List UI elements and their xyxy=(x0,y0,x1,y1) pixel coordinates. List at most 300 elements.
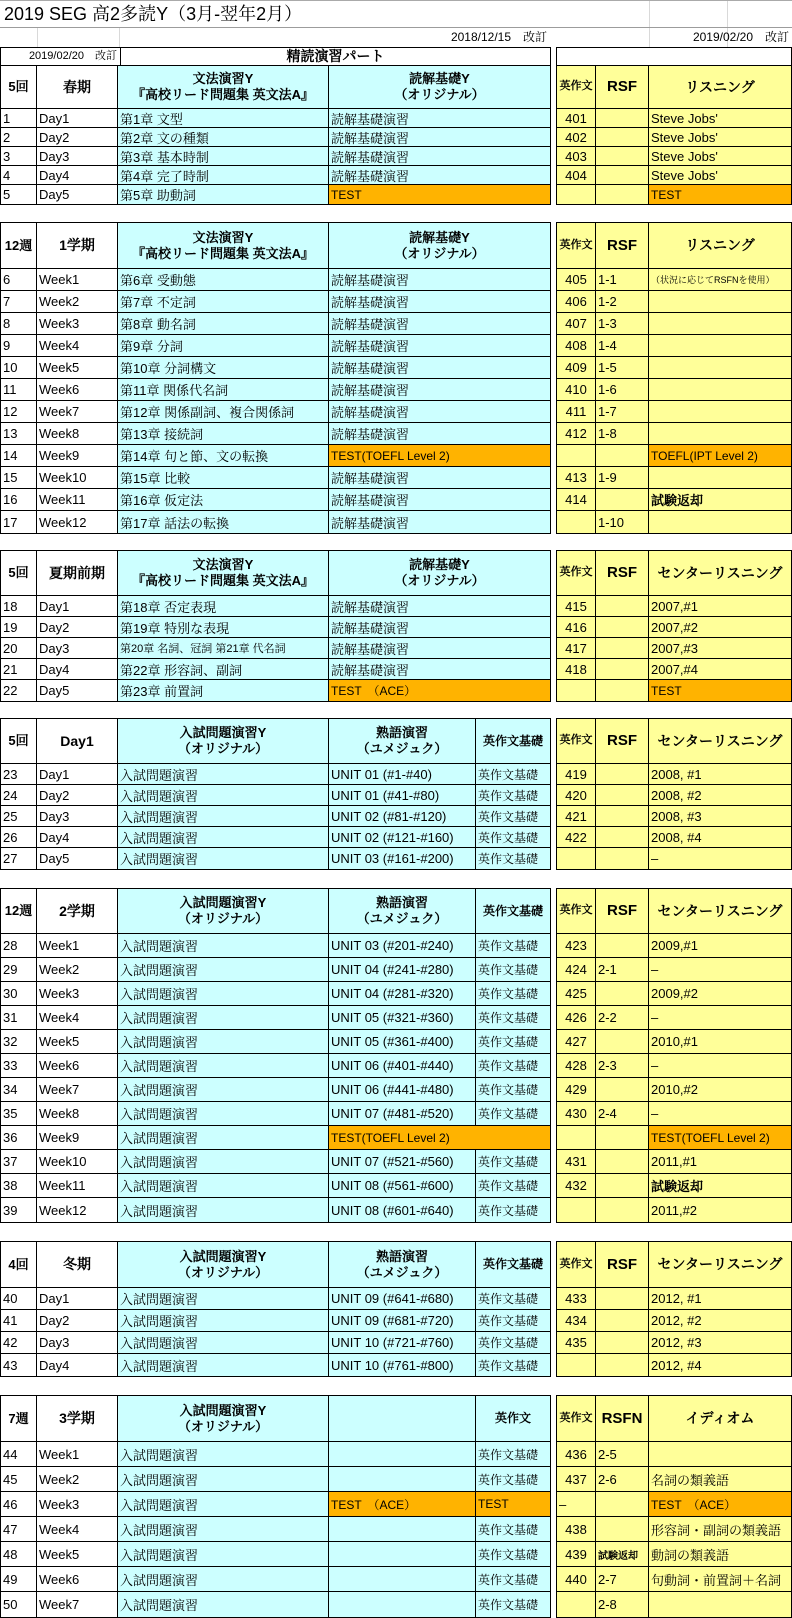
revision-row xyxy=(0,28,792,47)
period-cell: Week3 xyxy=(37,1492,118,1517)
rsf-cell: 2-4 xyxy=(596,1102,649,1126)
extras-section-table xyxy=(556,888,792,1223)
reading-exercise-cell: UNIT 05 (#321-#360) xyxy=(329,1006,476,1030)
rsf-cell xyxy=(596,489,649,511)
grammar-exercise-cell: 入試問題演習 xyxy=(118,1332,329,1354)
period-cell: Week7 xyxy=(37,1592,118,1617)
schedule-block xyxy=(0,222,792,534)
composition-column-header: 英作文 xyxy=(557,1242,596,1288)
grammar-exercise-cell: 第14章 句と節、文の転換 xyxy=(118,445,329,467)
section-header: 精読演習パート xyxy=(121,47,551,65)
composition-number-cell xyxy=(557,445,596,467)
table-row xyxy=(557,1030,791,1054)
period-cell: Week6 xyxy=(37,1567,118,1592)
composition-number-cell: 415 xyxy=(557,596,596,617)
composition-number-cell: 438 xyxy=(557,1517,596,1542)
table-row xyxy=(1,1567,550,1592)
grammar-exercise-cell: 入試問題演習 xyxy=(118,1542,329,1567)
table-row xyxy=(1,1396,550,1442)
rsf-cell xyxy=(596,1332,649,1354)
table-row xyxy=(557,128,791,147)
row-number-cell: 38 xyxy=(1,1174,37,1198)
grammar-column-header xyxy=(118,223,329,269)
listening-cell: – xyxy=(649,1054,791,1078)
header-line: 入試問題演習Y xyxy=(179,895,267,911)
header-line: （オリジナル） xyxy=(177,741,269,756)
period-cell: Week3 xyxy=(37,982,118,1006)
table-row xyxy=(557,889,791,934)
row-number-cell: 32 xyxy=(1,1030,37,1054)
page-title: 2019 SEG 高2多読Y（3月-翌年2月） xyxy=(4,4,303,24)
period-cell: Week4 xyxy=(37,1517,118,1542)
grammar-column-header xyxy=(118,1396,329,1442)
grammar-column-header xyxy=(118,1242,329,1288)
header-line: 入試問題演習Y xyxy=(179,1248,267,1264)
table-row xyxy=(1,1030,550,1054)
grammar-exercise-cell: 入試問題演習 xyxy=(118,1354,329,1376)
composition-number-cell: 406 xyxy=(557,291,596,313)
reading-exercise-cell: TEST(TOEFL Level 2) xyxy=(329,445,550,467)
table-row xyxy=(557,659,791,680)
listening-cell: TOEFL(IPT Level 2) xyxy=(649,445,791,467)
grammar-exercise-cell: 第2章 文の種類 xyxy=(118,128,329,147)
row-number-cell: 45 xyxy=(1,1467,37,1492)
row-number-cell: 48 xyxy=(1,1542,37,1567)
composition-basic-cell: 英作文基礎 xyxy=(476,934,550,958)
rsf-cell xyxy=(596,445,649,467)
row-number-cell: 7 xyxy=(1,291,37,313)
composition-basic-cell: 英作文基礎 xyxy=(476,827,550,848)
row-number-cell: 33 xyxy=(1,1054,37,1078)
period-cell: Day3 xyxy=(37,806,118,827)
reading-exercise-cell: UNIT 10 (#761-#800) xyxy=(329,1354,476,1376)
rsf-cell xyxy=(596,185,649,204)
period-cell: Day1 xyxy=(37,109,118,128)
rsf-cell xyxy=(596,596,649,617)
grammar-exercise-cell: 入試問題演習 xyxy=(118,1288,329,1310)
row-number-cell: 4 xyxy=(1,166,37,185)
reading-column-header xyxy=(329,1396,476,1442)
rsf-cell xyxy=(596,806,649,827)
table-row xyxy=(557,1174,791,1198)
period-cell: Day1 xyxy=(37,596,118,617)
row-number-cell: 13 xyxy=(1,423,37,445)
row-number-cell: 47 xyxy=(1,1517,37,1542)
table-row xyxy=(557,1442,791,1467)
listening-column-header: センターリスニング xyxy=(649,719,791,764)
composition-number-cell: 410 xyxy=(557,379,596,401)
row-number-cell: 34 xyxy=(1,1078,37,1102)
rsf-cell: 2-8 xyxy=(596,1592,649,1617)
reading-exercise-cell: 読解基礎演習 xyxy=(329,511,550,533)
listening-cell: 2011,#2 xyxy=(649,1198,791,1222)
table-row xyxy=(1,185,550,204)
listening-cell: Steve Jobs' xyxy=(649,147,791,166)
reading-exercise-cell: 読解基礎演習 xyxy=(329,166,550,185)
composition-basic-column-header: 英作文基礎 xyxy=(476,719,550,764)
rsf-cell xyxy=(596,1198,649,1222)
composition-number-cell: 425 xyxy=(557,982,596,1006)
header-line: 入試問題演習Y xyxy=(179,725,267,741)
listening-cell: – xyxy=(649,1102,791,1126)
reading-exercise-cell: UNIT 04 (#241-#280) xyxy=(329,958,476,982)
period-cell: Week11 xyxy=(37,1174,118,1198)
listening-column-header: リスニング xyxy=(649,66,791,109)
grammar-exercise-cell: 入試問題演習 xyxy=(118,1174,329,1198)
listening-cell: 2008, #1 xyxy=(649,764,791,785)
composition-basic-cell: 英作文基礎 xyxy=(476,806,550,827)
precision-section-table xyxy=(0,65,551,205)
listening-cell: 2007,#2 xyxy=(649,617,791,638)
listening-cell: 2008, #4 xyxy=(649,827,791,848)
listening-cell: – xyxy=(649,1006,791,1030)
revision-note-left: 2019/02/20 改訂 xyxy=(0,47,121,65)
table-row xyxy=(1,934,550,958)
period-cell: Week3 xyxy=(37,313,118,335)
rsf-cell xyxy=(596,1126,649,1150)
grammar-exercise-cell: 入試問題演習 xyxy=(118,1517,329,1542)
table-row xyxy=(1,166,550,185)
blocks-container xyxy=(0,65,792,1618)
composition-basic-cell: 英作文基礎 xyxy=(476,1567,550,1592)
grammar-column-header xyxy=(118,66,329,109)
revision-note-mid: 2018/12/15 改訂 xyxy=(450,30,547,44)
table-row xyxy=(1,889,550,934)
reading-exercise-cell: UNIT 01 (#41-#80) xyxy=(329,785,476,806)
grammar-exercise-cell: 第19章 特別な表現 xyxy=(118,617,329,638)
composition-number-cell: 416 xyxy=(557,617,596,638)
rsf-cell xyxy=(596,1354,649,1376)
table-row xyxy=(1,489,550,511)
row-number-cell: 6 xyxy=(1,269,37,291)
period-cell: Day1 xyxy=(37,764,118,785)
period-cell: Week4 xyxy=(37,1006,118,1030)
grammar-exercise-cell: 第8章 動名詞 xyxy=(118,313,329,335)
period-cell: Week9 xyxy=(37,445,118,467)
row-number-cell: 26 xyxy=(1,827,37,848)
listening-cell: 2007,#1 xyxy=(649,596,791,617)
grammar-exercise-cell: 第9章 分詞 xyxy=(118,335,329,357)
table-row xyxy=(1,423,550,445)
composition-number-cell: 404 xyxy=(557,166,596,185)
period-cell: Day5 xyxy=(37,848,118,869)
rsf-cell: 2-5 xyxy=(596,1442,649,1467)
row-number-cell: 50 xyxy=(1,1592,37,1617)
header-line: （オリジナル） xyxy=(394,87,485,102)
listening-cell: 試験返却 xyxy=(649,489,791,511)
period-cell: Week2 xyxy=(37,291,118,313)
listening-cell xyxy=(649,511,791,533)
header-line: 熟語演習 xyxy=(375,1248,428,1264)
row-number-cell: 44 xyxy=(1,1442,37,1467)
reading-exercise-cell: UNIT 05 (#361-#400) xyxy=(329,1030,476,1054)
period-cell: Week8 xyxy=(37,423,118,445)
reading-exercise-cell: UNIT 03 (#201-#240) xyxy=(329,934,476,958)
period-cell: Week12 xyxy=(37,511,118,533)
composition-basic-cell: 英作文基礎 xyxy=(476,958,550,982)
reading-exercise-cell xyxy=(329,1517,476,1542)
period-cell: Week6 xyxy=(37,1054,118,1078)
composition-number-cell xyxy=(557,1592,596,1617)
grammar-exercise-cell: 入試問題演習 xyxy=(118,785,329,806)
listening-cell: Steve Jobs' xyxy=(649,166,791,185)
listening-cell: TEST （ACE） xyxy=(649,1492,791,1517)
grammar-exercise-cell: 第17章 話法の転換 xyxy=(118,511,329,533)
header-line: （ユメジュク） xyxy=(356,911,448,926)
listening-cell xyxy=(649,1592,791,1617)
table-row xyxy=(1,1174,550,1198)
reading-exercise-cell xyxy=(329,1542,476,1567)
reading-exercise-cell: 読解基礎演習 xyxy=(329,659,550,680)
extras-section-table xyxy=(556,1395,792,1618)
table-row xyxy=(1,982,550,1006)
listening-cell: – xyxy=(649,848,791,869)
table-row xyxy=(1,638,550,659)
table-row xyxy=(557,827,791,848)
period-cell: Week5 xyxy=(37,1542,118,1567)
reading-exercise-cell: 読解基礎演習 xyxy=(329,467,550,489)
period-cell: Week2 xyxy=(37,958,118,982)
rsf-cell xyxy=(596,166,649,185)
listening-cell xyxy=(649,379,791,401)
listening-cell xyxy=(649,401,791,423)
table-row xyxy=(1,511,550,533)
table-row xyxy=(1,1288,550,1310)
grammar-exercise-cell: 第13章 接続詞 xyxy=(118,423,329,445)
row-number-cell: 2 xyxy=(1,128,37,147)
row-number-cell: 24 xyxy=(1,785,37,806)
rsf-cell: 2-6 xyxy=(596,1467,649,1492)
reading-exercise-cell: 読解基礎演習 xyxy=(329,109,550,128)
table-row xyxy=(1,467,550,489)
rsf-cell xyxy=(596,1174,649,1198)
precision-section-table xyxy=(0,550,551,702)
reading-exercise-cell: 読解基礎演習 xyxy=(329,147,550,166)
composition-number-cell: 427 xyxy=(557,1030,596,1054)
table-row xyxy=(1,617,550,638)
composition-basic-cell: 英作文基礎 xyxy=(476,1054,550,1078)
reading-exercise-cell: 読解基礎演習 xyxy=(329,357,550,379)
row-number-cell: 14 xyxy=(1,445,37,467)
period-cell: Week8 xyxy=(37,1102,118,1126)
period-cell: Week9 xyxy=(37,1126,118,1150)
listening-cell xyxy=(649,313,791,335)
rsf-cell: 1-5 xyxy=(596,357,649,379)
header-line: （オリジナル） xyxy=(177,911,269,926)
composition-basic-cell: TEST xyxy=(476,1492,550,1517)
listening-cell: 2009,#1 xyxy=(649,934,791,958)
composition-basic-cell: 英作文基礎 xyxy=(476,1592,550,1617)
composition-number-cell: 409 xyxy=(557,357,596,379)
row-number-cell: 37 xyxy=(1,1150,37,1174)
grammar-exercise-cell: 第15章 比較 xyxy=(118,467,329,489)
reading-exercise-cell xyxy=(329,1467,476,1492)
period-cell: Day4 xyxy=(37,827,118,848)
header-line: 『高校リード問題集 英文法A』 xyxy=(131,573,314,588)
row-number-cell: 43 xyxy=(1,1354,37,1376)
table-row xyxy=(1,806,550,827)
table-row xyxy=(557,1332,791,1354)
rsf-cell xyxy=(596,1517,649,1542)
grammar-exercise-cell: 入試問題演習 xyxy=(118,1126,329,1150)
table-row xyxy=(557,617,791,638)
grammar-exercise-cell: 入試問題演習 xyxy=(118,1310,329,1332)
period-cell: Week10 xyxy=(37,1150,118,1174)
row-number-cell: 21 xyxy=(1,659,37,680)
grammar-exercise-cell: 第1章 文型 xyxy=(118,109,329,128)
grammar-exercise-cell: 入試問題演習 xyxy=(118,764,329,785)
table-row xyxy=(557,596,791,617)
composition-number-cell: 403 xyxy=(557,147,596,166)
period-cell: Week7 xyxy=(37,1078,118,1102)
listening-cell: （状況に応じてRSFNを使用） xyxy=(649,269,791,291)
composition-number-cell: 440 xyxy=(557,1567,596,1592)
rsf-cell xyxy=(596,638,649,659)
reading-exercise-cell: UNIT 07 (#481-#520) xyxy=(329,1102,476,1126)
reading-exercise-cell: 読解基礎演習 xyxy=(329,335,550,357)
reading-exercise-cell xyxy=(329,1592,476,1617)
table-row xyxy=(557,680,791,701)
period-cell: Week7 xyxy=(37,401,118,423)
reading-exercise-cell: UNIT 02 (#121-#160) xyxy=(329,827,476,848)
listening-cell xyxy=(649,357,791,379)
grammar-exercise-cell: 第6章 受動態 xyxy=(118,269,329,291)
table-row xyxy=(1,1310,550,1332)
reading-exercise-cell: 読解基礎演習 xyxy=(329,617,550,638)
listening-cell: 2012, #4 xyxy=(649,1354,791,1376)
block-period-header: 2学期 xyxy=(37,889,118,934)
period-cell: Day3 xyxy=(37,638,118,659)
listening-cell: 句動詞・前置詞＋名詞 xyxy=(649,1567,791,1592)
composition-number-cell: 429 xyxy=(557,1078,596,1102)
grammar-exercise-cell: 第3章 基本時制 xyxy=(118,147,329,166)
reading-exercise-cell: 読解基礎演習 xyxy=(329,596,550,617)
grammar-exercise-cell: 第22章 形容詞、副詞 xyxy=(118,659,329,680)
rsf-cell: 1-7 xyxy=(596,401,649,423)
composition-basic-cell: 英作文基礎 xyxy=(476,1354,550,1376)
period-cell: Day4 xyxy=(37,659,118,680)
period-cell: Day4 xyxy=(37,1354,118,1376)
period-cell: Week1 xyxy=(37,934,118,958)
grammar-exercise-cell: 入試問題演習 xyxy=(118,958,329,982)
row-number-cell: 19 xyxy=(1,617,37,638)
composition-basic-cell: 英作文基礎 xyxy=(476,1517,550,1542)
rsf-column-header: RSF xyxy=(596,551,649,596)
table-row xyxy=(557,1310,791,1332)
reading-exercise-cell: 読解基礎演習 xyxy=(329,128,550,147)
table-row xyxy=(557,1198,791,1222)
table-row xyxy=(1,335,550,357)
reading-exercise-cell xyxy=(329,1567,476,1592)
block-count-header: 12週 xyxy=(1,223,37,269)
composition-column-header: 英作文 xyxy=(557,889,596,934)
composition-number-cell: 426 xyxy=(557,1006,596,1030)
composition-number-cell xyxy=(557,185,596,204)
composition-number-cell: 411 xyxy=(557,401,596,423)
rsf-cell xyxy=(596,617,649,638)
table-row xyxy=(1,1078,550,1102)
composition-basic-cell: 英作文基礎 xyxy=(476,1174,550,1198)
gridline xyxy=(649,1,650,27)
period-cell: Week5 xyxy=(37,357,118,379)
composition-basic-cell: 英作文基礎 xyxy=(476,1198,550,1222)
composition-number-cell: 401 xyxy=(557,109,596,128)
composition-basic-cell: 英作文基礎 xyxy=(476,1310,550,1332)
rsf-cell xyxy=(596,1030,649,1054)
extras-section-table xyxy=(556,550,792,702)
precision-section-table xyxy=(0,718,551,870)
row-number-cell: 5 xyxy=(1,185,37,204)
table-row xyxy=(1,379,550,401)
header-line: 熟語演習 xyxy=(375,725,428,741)
reading-exercise-cell: UNIT 09 (#681-#720) xyxy=(329,1310,476,1332)
listening-cell: 2010,#1 xyxy=(649,1030,791,1054)
table-row xyxy=(1,313,550,335)
precision-section-table xyxy=(0,1241,551,1377)
row-number-cell: 35 xyxy=(1,1102,37,1126)
grammar-exercise-cell: 第7章 不定詞 xyxy=(118,291,329,313)
row-number-cell: 3 xyxy=(1,147,37,166)
listening-cell: 名詞の類義語 xyxy=(649,1467,791,1492)
table-row xyxy=(557,1396,791,1442)
composition-number-cell: 419 xyxy=(557,764,596,785)
listening-cell: 2008, #2 xyxy=(649,785,791,806)
table-row xyxy=(557,423,791,445)
schedule-block xyxy=(0,1241,792,1377)
header-line: 『高校リード問題集 英文法A』 xyxy=(131,245,314,261)
composition-number-cell: 408 xyxy=(557,335,596,357)
grammar-exercise-cell: 入試問題演習 xyxy=(118,1006,329,1030)
reading-exercise-cell xyxy=(329,1442,476,1467)
reading-exercise-cell: UNIT 09 (#641-#680) xyxy=(329,1288,476,1310)
table-row xyxy=(1,445,550,467)
gridline xyxy=(119,28,120,47)
rsf-cell: 1-8 xyxy=(596,423,649,445)
block-count-header: 7週 xyxy=(1,1396,37,1442)
grammar-exercise-cell: 第5章 助動詞 xyxy=(118,185,329,204)
row-number-cell: 39 xyxy=(1,1198,37,1222)
listening-cell: 2007,#4 xyxy=(649,659,791,680)
grammar-exercise-cell: 入試問題演習 xyxy=(118,1492,329,1517)
extras-section-table xyxy=(556,718,792,870)
grammar-exercise-cell: 入試問題演習 xyxy=(118,1467,329,1492)
reading-exercise-cell: 読解基礎演習 xyxy=(329,269,550,291)
gridline xyxy=(727,1,728,27)
period-cell: Week11 xyxy=(37,489,118,511)
listening-cell: TEST(TOEFL Level 2) xyxy=(649,1126,791,1150)
table-row xyxy=(1,659,550,680)
table-row xyxy=(1,764,550,785)
grammar-column-header xyxy=(118,719,329,764)
rsf-cell xyxy=(596,680,649,701)
reading-exercise-cell: UNIT 07 (#521-#560) xyxy=(329,1150,476,1174)
table-row xyxy=(1,551,550,596)
header-line: 入試問題演習Y xyxy=(179,1402,267,1418)
grammar-exercise-cell: 入試問題演習 xyxy=(118,1078,329,1102)
listening-cell xyxy=(649,1442,791,1467)
rsf-cell: 2-3 xyxy=(596,1054,649,1078)
period-cell: Day2 xyxy=(37,1310,118,1332)
header-line: 『高校リード問題集 英文法A』 xyxy=(131,87,314,102)
row-number-cell: 30 xyxy=(1,982,37,1006)
schedule-block xyxy=(0,65,792,205)
row-number-cell: 22 xyxy=(1,680,37,701)
table-row xyxy=(1,109,550,128)
header-line: 文法演習Y xyxy=(192,71,254,87)
rsf-cell: 試験返却 xyxy=(596,1542,649,1567)
reading-exercise-cell: UNIT 08 (#601-#640) xyxy=(329,1198,476,1222)
grammar-exercise-cell: 入試問題演習 xyxy=(118,1567,329,1592)
